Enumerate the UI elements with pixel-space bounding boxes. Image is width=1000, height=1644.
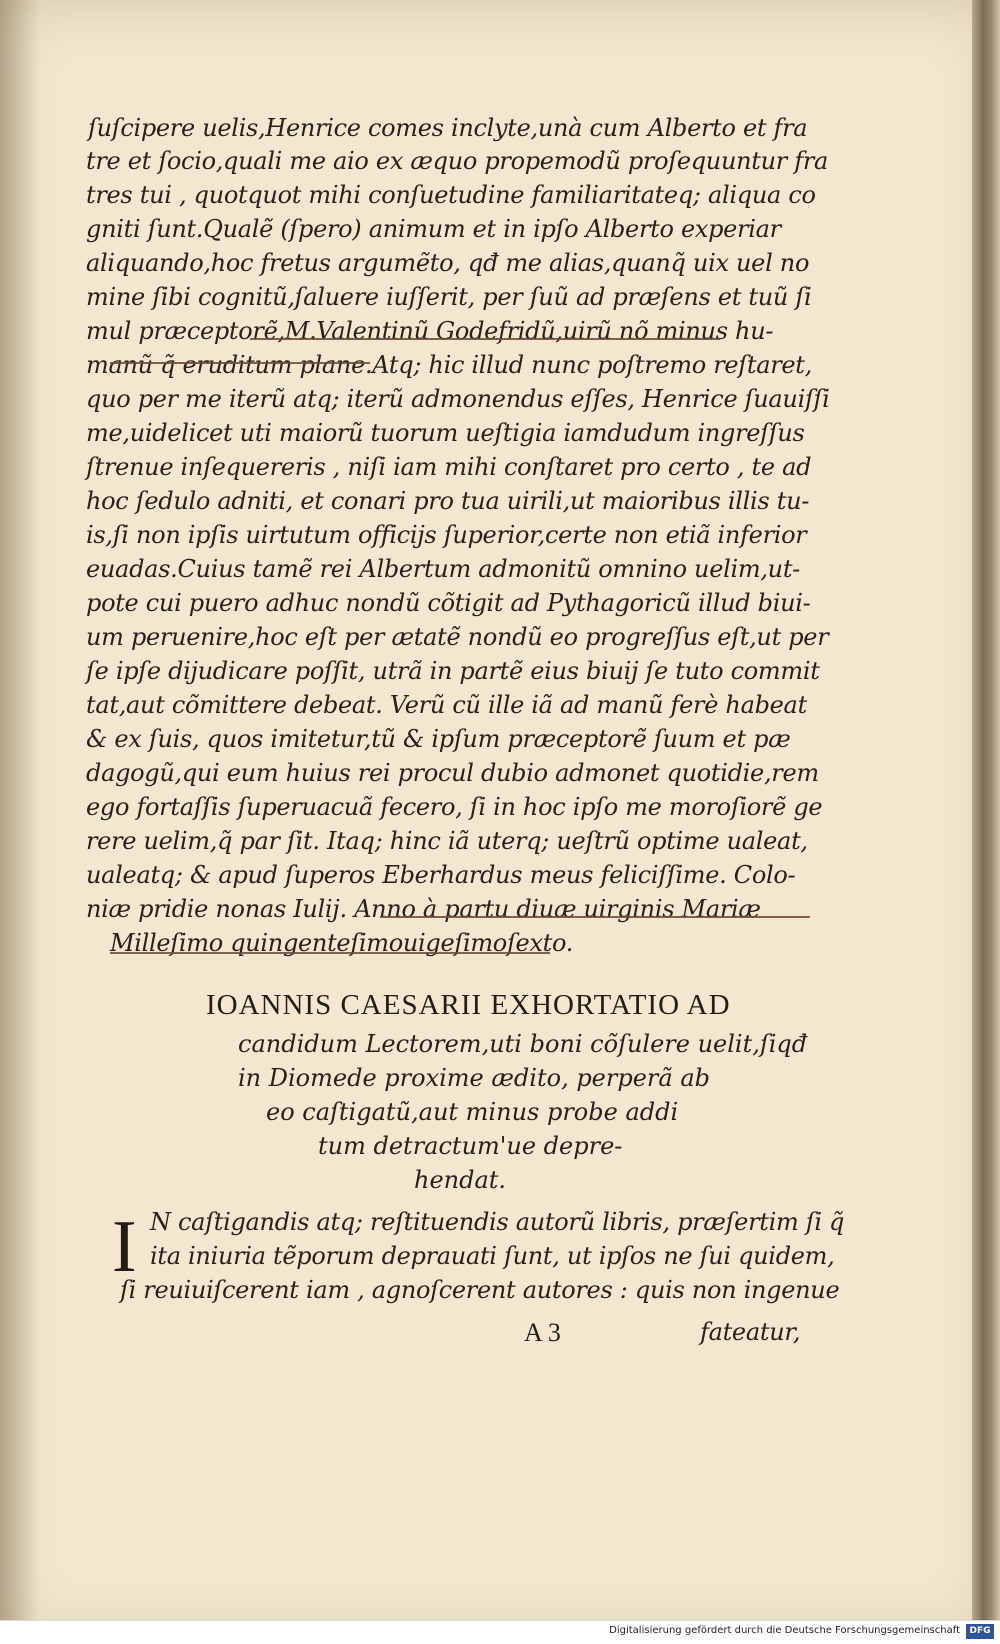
body-line: & ex ſuis, quos imitetur,tũ & ipſum præceptorẽ ſuum et pæ (86, 725, 791, 753)
funding-credit: Digitalisierung gefördert durch die Deutsche Forschungsgemeinschaft (609, 1625, 960, 1636)
body-line: aliquando,hoc fretus argumẽto, qđ me alias,quanq̃ uix uel no (86, 249, 810, 277)
body-line: is,ſi non ipſis uirtutum officijs ſuperior,certe non etiã inferior (86, 521, 807, 549)
body-line: ſe ipſe dijudicare poſſit, utrã in partẽ eius biuij ſe tuto commit (86, 657, 820, 685)
subheading-line: tum detractum'ue depre- (318, 1132, 623, 1160)
body-line: mul præceptorẽ,M.Valentinũ Godefridũ,uirũ nõ minus hu- (86, 317, 774, 345)
body-line: dagogũ,qui eum huius rei procul dubio admonet quotidie,rem (86, 759, 819, 787)
body-line: rere uelim,q̃ par ſit. Itaq; hinc iã uterq; ueſtrũ optime ualeat, (86, 827, 808, 855)
body-line: tat,aut cõmittere debeat. Verũ cũ ille iã ad manũ ferè habeat (86, 691, 807, 719)
drop-capital: I (112, 1206, 137, 1288)
body-line: quo per me iterũ atq; iterũ admonendus eſſes, Henrice ſuauiſſi (86, 385, 830, 413)
body-line: euadas.Cuius tamẽ rei Albertum admonitũ omnino uelim,ut- (86, 555, 800, 583)
body-line: tres tui , quotquot mihi conſuetudine familiaritateq; aliqua co (86, 181, 816, 209)
footer-bar (0, 1620, 1000, 1644)
body-line: ſi reuiuiſcerent iam , agnoſcerent autores : quis non ingenue (120, 1276, 840, 1304)
section-heading: IOANNIS CAESARII EXHORTATIO AD (206, 989, 731, 1021)
body-line: me,uidelicet uti maiorũ tuorum ueſtigia iamdudum ingreſſus (86, 419, 805, 447)
body-line: N caſtigandis atq; reſtituendis autorũ libris, præſertim ſi q̃ (150, 1208, 845, 1236)
underline-annotation (110, 362, 370, 364)
body-line: hoc ſedulo adniti, et conari pro tua uirili,ut maioribus illis tu- (86, 487, 810, 515)
signature-mark: A 3 (524, 1318, 561, 1347)
body-line: ita iniuria tẽporum deprauati ſunt, ut ipſos ne ſui quidem, (150, 1242, 835, 1270)
page-edge (972, 0, 1000, 1620)
catchword: fateatur, (700, 1318, 801, 1346)
body-line: gniti ſunt.Qualẽ (ſpero) animum et in ipſo Alberto experiar (86, 215, 781, 243)
body-line: niæ pridie nonas Iulij. Anno à partu diuæ uirginis Mariæ (86, 895, 761, 923)
body-line: manũ q̃ eruditum plane.Atq; hic illud nunc poſtremo reſtaret, (86, 351, 812, 379)
dfg-logo-icon: DFG (966, 1624, 994, 1639)
body-line: mine ſibi cognitũ,ſaluere iuſſerit, per ſuũ ad præſens et tuũ ſi (86, 283, 812, 311)
underline-annotation (250, 338, 720, 340)
subheading-line: eo caſtigatũ,aut minus probe addi (266, 1098, 679, 1126)
gutter-shadow (0, 0, 40, 1620)
body-line: um peruenire,hoc eſt per ætatẽ nondũ eo progreſſus eſt,ut per (86, 623, 829, 651)
body-line: Milleſimo quingenteſimouigeſimoſexto. (110, 929, 574, 957)
subheading-line: hendat. (414, 1166, 507, 1194)
underline-annotation (380, 916, 810, 918)
subheading-line: candidum Lectorem,uti boni cõſulere uelit,ſiqđ (238, 1030, 808, 1058)
body-line: pote cui puero adhuc nondũ cõtigit ad Pythagoricũ illud biui- (86, 589, 811, 617)
body-line: ualeatq; & apud ſuperos Eberhardus meus feliciſſime. Colo- (86, 861, 796, 889)
body-line: ſtrenue inſequereris , niſi iam mihi conſtaret pro certo , te ad (86, 453, 812, 481)
body-line: ſuſcipere uelis,Henrice comes inclyte,unà cum Alberto et fra (88, 114, 808, 142)
body-line: ego fortaſſis ſuperuacuã fecero, ſi in hoc ipſo me moroſiorẽ ge (86, 793, 823, 821)
body-line: tre et ſocio,quali me aio ex æquo propemodũ proſequuntur fra (86, 147, 829, 175)
underline-annotation (110, 952, 550, 954)
subheading-line: in Diomede proxime ædito, perperã ab (238, 1064, 711, 1092)
